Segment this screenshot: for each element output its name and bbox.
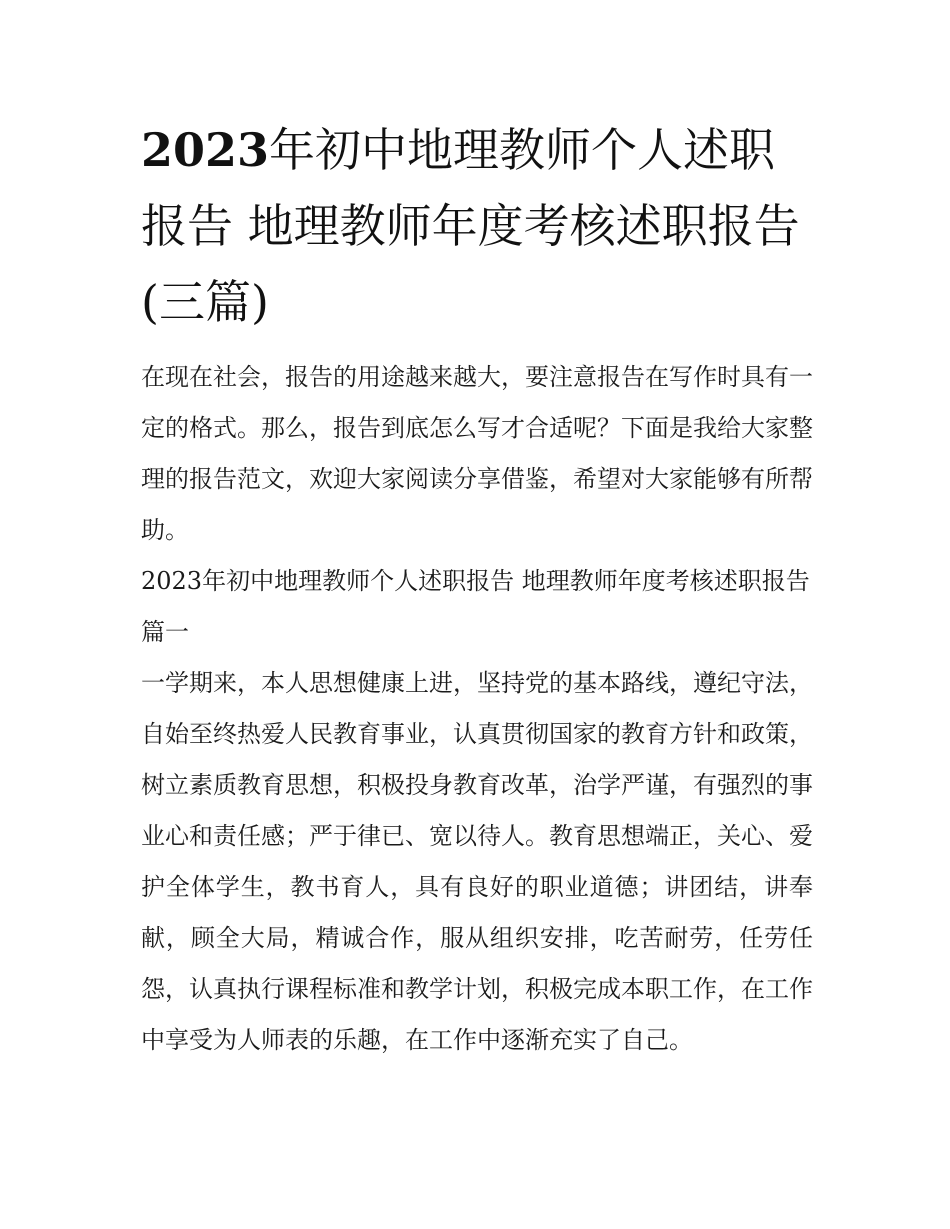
document-title bbox=[141, 112, 813, 340]
body-paragraph: 一学期来，本人思想健康上进，坚持党的基本路线，遵纪守法，自始至终热爱人民教育事业，认真贯彻国家的教育方针和政策，树立素质教育思想，积极投身教育改革，治学严谨，有强烈的事业心和责任感；严于律已、宽以待人。教育思想端正，关心、爱护全体学生，教书育人，具有良好的职业道德；讲团结，讲奉献，顾全大局，精诚合作，服从组织安排，吃苦耐劳，任劳任怨，认真执行课程标准和教学计划，积极完成本职工作，在工作中享受为人师表的乐趣，在工作中逐渐充实了自己。 bbox=[141, 669, 813, 1054]
title-year: 2023 bbox=[141, 123, 270, 177]
intro-paragraph: 在现在社会，报告的用途越来越大，要注意报告在写作时具有一定的格式。那么，报告到底怎么写才合适呢？下面是我给大家整理的报告范文，欢迎大家阅读分享借鉴，希望对大家能够有所帮助。 bbox=[141, 363, 813, 544]
title-text: 年初中地理教师个人述职报告 地理教师年度考核述职报告(三篇) bbox=[141, 123, 800, 329]
document-content bbox=[141, 112, 813, 1066]
section-heading: 2023年初中地理教师个人述职报告 地理教师年度考核述职报告篇一 bbox=[141, 567, 810, 646]
